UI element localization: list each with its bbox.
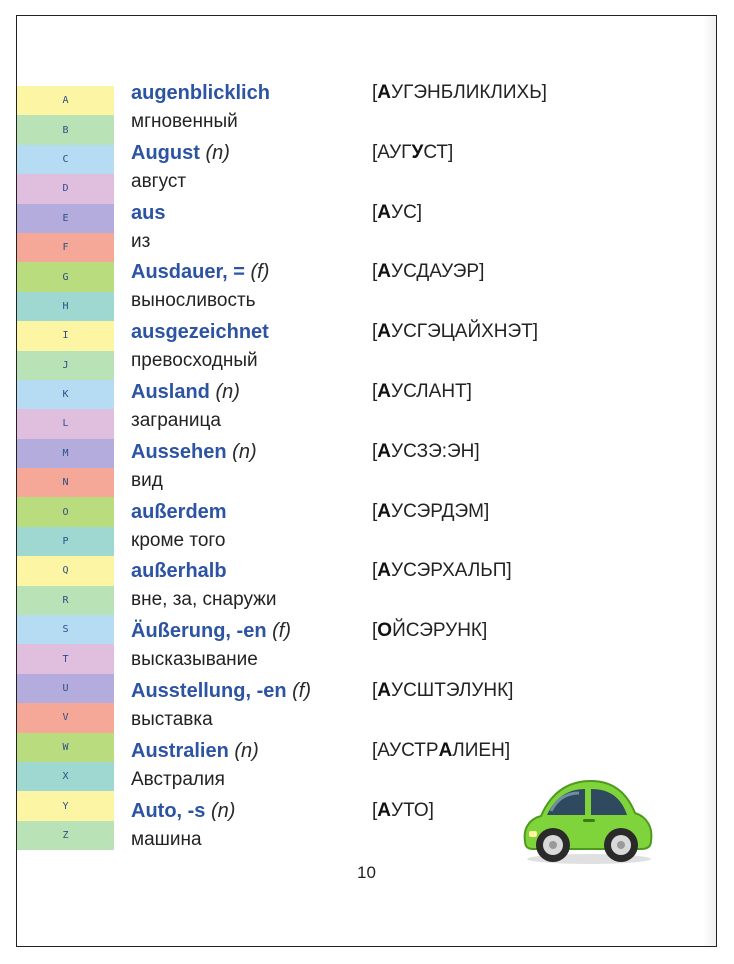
transcription-rest: УТО] xyxy=(391,799,434,821)
alphabet-tab: Y xyxy=(17,791,114,820)
transcription-rest: УГЭНБЛИКЛИХЬ] xyxy=(391,82,547,103)
alphabet-tab: G xyxy=(17,262,114,291)
german-word-line xyxy=(131,560,227,583)
transcription xyxy=(372,680,513,702)
russian-translation: Австралия xyxy=(131,768,225,790)
alphabet-tab: T xyxy=(17,644,114,673)
german-word: aus xyxy=(131,201,166,224)
dictionary-entry xyxy=(131,499,701,559)
car-icon xyxy=(517,771,657,866)
alphabet-tab: O xyxy=(17,497,114,526)
alphabet-tab: H xyxy=(17,292,114,321)
transcription-prefix: [ xyxy=(372,679,378,701)
alphabet-tab: F xyxy=(17,233,114,262)
german-word-line xyxy=(131,381,240,404)
dictionary-entry xyxy=(131,259,701,319)
dictionary-entry xyxy=(131,200,701,260)
russian-translation: из xyxy=(131,230,151,252)
german-word-line xyxy=(131,680,311,703)
dictionary-page xyxy=(16,15,717,947)
dictionary-entry xyxy=(131,618,701,678)
entry-list xyxy=(131,80,701,857)
transcription-rest: УСЭРХАЛЬП] xyxy=(391,560,512,582)
russian-translation: кроме того xyxy=(131,529,226,551)
transcription-stress: А xyxy=(377,261,392,283)
transcription-rest: УСГЭЦАЙХНЭТ] xyxy=(391,321,539,343)
german-word: Aussehen xyxy=(131,440,227,463)
russian-translation: выставка xyxy=(131,708,213,730)
transcription-prefix: [АУСТР xyxy=(372,739,439,761)
transcription-prefix: [ xyxy=(372,799,378,821)
german-word-line xyxy=(131,441,257,464)
transcription-stress: А xyxy=(377,560,392,582)
russian-translation: заграница xyxy=(131,409,221,431)
transcription xyxy=(372,740,510,762)
german-word-line xyxy=(131,142,230,165)
page-edge-shadow xyxy=(702,16,716,946)
grammar-marker: (n) xyxy=(232,440,257,463)
german-word: Ausdauer, = xyxy=(131,261,245,284)
german-word: Äußerung, -en xyxy=(131,620,267,643)
russian-translation: мгновенный xyxy=(131,111,238,132)
transcription-stress: А xyxy=(377,201,392,223)
transcription xyxy=(372,82,547,104)
transcription-stress: А xyxy=(377,380,392,402)
german-word: außerhalb xyxy=(131,560,227,583)
transcription-rest: ЙСЭРУНК] xyxy=(392,620,488,642)
transcription-stress: А xyxy=(377,82,392,103)
german-word: August xyxy=(131,141,200,164)
dictionary-entry xyxy=(131,80,701,140)
german-word-line xyxy=(131,501,227,524)
grammar-marker: (f) xyxy=(250,261,270,284)
alphabet-tab: B xyxy=(17,115,114,144)
german-word-line xyxy=(131,620,291,643)
alphabet-tab: R xyxy=(17,586,114,615)
transcription-stress: А xyxy=(377,321,392,343)
german-word: außerdem xyxy=(131,500,227,523)
transcription-rest: УСДАУЭР] xyxy=(391,261,485,283)
german-word-line xyxy=(131,800,235,823)
transcription-stress: А xyxy=(377,679,392,701)
russian-translation: август xyxy=(131,170,187,192)
transcription xyxy=(372,560,512,582)
russian-translation: вид xyxy=(131,469,163,491)
grammar-marker: (n) xyxy=(215,380,240,403)
alphabet-tab: A xyxy=(17,86,114,115)
transcription-rest: УСЛАНТ] xyxy=(391,380,472,402)
transcription-stress: О xyxy=(377,620,393,642)
transcription xyxy=(372,620,487,642)
alphabet-tab: E xyxy=(17,204,114,233)
alphabet-tab: Z xyxy=(17,821,114,850)
transcription-prefix: [ xyxy=(372,500,378,522)
alphabet-tab: X xyxy=(17,762,114,791)
german-word: Ausland xyxy=(131,380,210,403)
transcription xyxy=(372,142,453,164)
german-word: Auto, -s xyxy=(131,799,206,822)
german-word: Australien xyxy=(131,739,229,762)
russian-translation: превосходный xyxy=(131,350,258,372)
transcription-prefix: [ xyxy=(372,82,378,103)
german-word: ausgezeichnet xyxy=(131,321,269,344)
german-word-line xyxy=(131,202,165,225)
dictionary-entry xyxy=(131,439,701,499)
alphabet-tab: M xyxy=(17,439,114,468)
transcription xyxy=(372,381,472,403)
dictionary-entry xyxy=(131,140,701,200)
transcription-stress: А xyxy=(377,799,392,821)
transcription-rest: УС] xyxy=(391,201,423,223)
transcription xyxy=(372,501,489,523)
grammar-marker: (n) xyxy=(205,141,230,164)
transcription xyxy=(372,321,538,343)
german-word: augenblicklich xyxy=(131,82,270,104)
transcription-rest: ЛИЕН] xyxy=(452,739,511,761)
transcription xyxy=(372,261,484,283)
alphabet-tab: K xyxy=(17,380,114,409)
transcription-rest: УСЗЭ:ЭН] xyxy=(391,440,480,462)
russian-translation: машина xyxy=(131,828,202,850)
transcription-prefix: [АУГ xyxy=(372,141,412,163)
alphabet-tab: W xyxy=(17,733,114,762)
grammar-marker: (f) xyxy=(272,620,291,643)
transcription-rest: СТ] xyxy=(423,141,454,163)
alphabet-tab: N xyxy=(17,468,114,497)
dictionary-entry xyxy=(131,678,701,738)
transcription xyxy=(372,441,480,463)
alphabet-tab: L xyxy=(17,409,114,438)
transcription-rest: УСЭРДЭМ] xyxy=(391,500,490,522)
dictionary-entry xyxy=(131,379,701,439)
transcription-prefix: [ xyxy=(372,380,378,402)
page-number: 10 xyxy=(357,863,376,882)
grammar-marker: (n) xyxy=(234,739,259,762)
transcription xyxy=(372,800,434,822)
alphabet-tab: C xyxy=(17,145,114,174)
dictionary-entry xyxy=(131,319,701,379)
alphabet-tab: S xyxy=(17,615,114,644)
transcription-prefix: [ xyxy=(372,560,378,582)
alphabet-tab: U xyxy=(17,674,114,703)
transcription-stress: А xyxy=(438,739,453,761)
german-word-line xyxy=(131,321,269,344)
german-word-line xyxy=(131,740,259,763)
grammar-marker: (n) xyxy=(211,799,236,822)
alphabet-tab: J xyxy=(17,351,114,380)
german-word: Ausstellung, -en xyxy=(131,679,287,702)
alphabet-tab: V xyxy=(17,703,114,732)
alphabet-tabs xyxy=(17,86,114,850)
transcription-stress: У xyxy=(411,141,424,163)
transcription-prefix: [ xyxy=(372,620,378,642)
alphabet-tab: I xyxy=(17,321,114,350)
german-word-line xyxy=(131,82,270,105)
transcription-stress: А xyxy=(377,500,392,522)
german-word-line xyxy=(131,261,269,284)
russian-translation: высказывание xyxy=(131,649,258,671)
transcription-prefix: [ xyxy=(372,261,378,283)
alphabet-tab: D xyxy=(17,174,114,203)
dictionary-entry xyxy=(131,558,701,618)
alphabet-tab: P xyxy=(17,527,114,556)
russian-translation: выносливость xyxy=(131,290,256,312)
russian-translation: вне, за, снаружи xyxy=(131,589,277,611)
transcription-prefix: [ xyxy=(372,321,378,343)
grammar-marker: (f) xyxy=(292,679,312,702)
transcription-prefix: [ xyxy=(372,201,378,223)
transcription-prefix: [ xyxy=(372,440,378,462)
transcription xyxy=(372,202,422,224)
transcription-stress: А xyxy=(377,440,392,462)
alphabet-tab: Q xyxy=(17,556,114,585)
transcription-rest: УСШТЭЛУНК] xyxy=(391,679,514,701)
